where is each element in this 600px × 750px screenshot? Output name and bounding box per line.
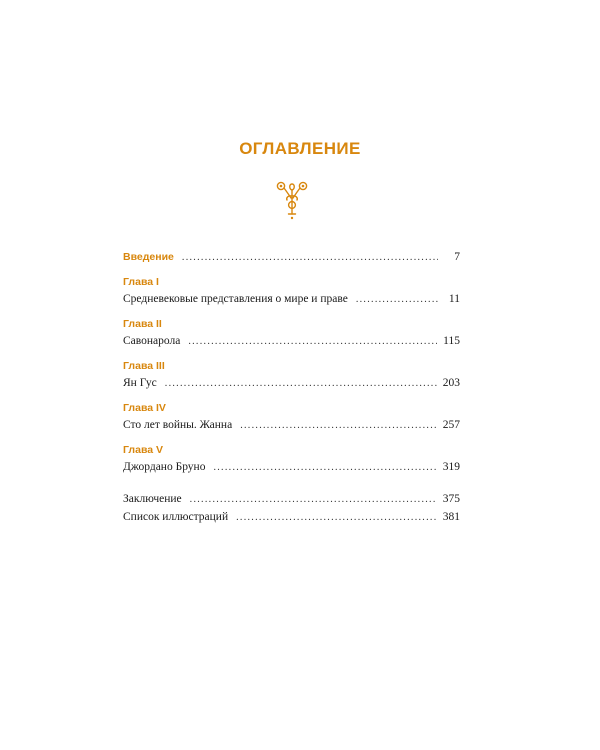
floral-ornament-icon	[270, 176, 314, 222]
toc-entry-label: Джордано Бруно	[123, 461, 206, 473]
toc-entry-label: Ян Гус	[123, 377, 157, 389]
chapter-heading: Глава II	[123, 318, 162, 330]
toc-entry-label: Сто лет войны. Жанна	[123, 419, 233, 431]
toc-entry-intro[interactable]	[123, 248, 460, 266]
leader-dots	[213, 459, 436, 477]
toc-entry-chapter-3[interactable]	[123, 374, 460, 392]
toc-entry-chapter-1[interactable]	[123, 290, 460, 308]
toc-page-number: 375	[442, 493, 460, 505]
toc-entry-label: Заключение	[123, 493, 182, 505]
leader-dots	[240, 417, 437, 435]
chapter-heading: Глава I	[123, 276, 159, 288]
toc-page-number: 381	[442, 511, 460, 523]
leader-dots	[356, 291, 438, 309]
leader-dots	[188, 333, 437, 351]
toc-page-number: 7	[454, 251, 460, 263]
toc-entry-conclusion[interactable]	[123, 490, 460, 508]
chapter-heading: Глава III	[123, 360, 165, 372]
table-of-contents	[123, 248, 460, 526]
toc-page-number: 115	[443, 335, 460, 347]
section-spacer	[123, 476, 460, 490]
leader-dots	[190, 491, 437, 509]
toc-entry-chapter-2[interactable]	[123, 332, 460, 350]
leader-dots	[165, 375, 437, 393]
toc-entry-label: Средневековые представления о мире и праве	[123, 293, 348, 305]
leader-dots	[182, 249, 438, 267]
chapter-heading: Глава IV	[123, 402, 166, 414]
toc-entry-label: Список иллюстраций	[123, 511, 229, 523]
chapter-heading: Глава V	[123, 444, 164, 456]
page-title: ОГЛАВЛЕНИЕ	[239, 139, 361, 158]
toc-entry-chapter-4[interactable]	[123, 416, 460, 434]
toc-page-number: 257	[442, 419, 460, 431]
toc-entry-chapter-5[interactable]	[123, 458, 460, 476]
toc-page-number: 203	[442, 377, 460, 389]
leader-dots	[236, 509, 437, 527]
toc-entry-label: Введение	[123, 251, 174, 263]
toc-entry-illustrations[interactable]	[123, 508, 460, 526]
toc-page-number: 11	[448, 293, 460, 305]
toc-page-number: 319	[442, 461, 460, 473]
toc-entry-label: Савонарола	[123, 335, 181, 347]
